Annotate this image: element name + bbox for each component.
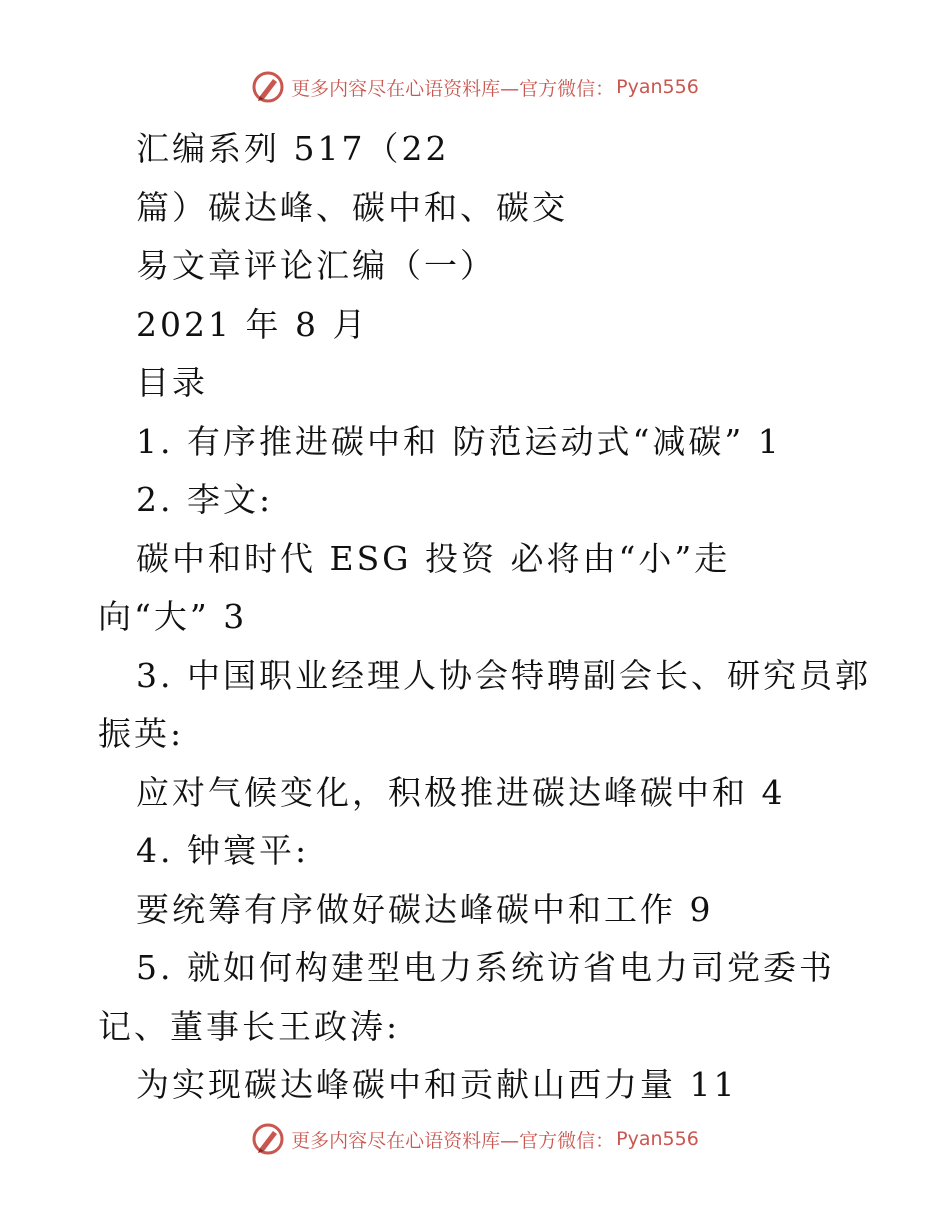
pen-logo-icon — [251, 70, 285, 104]
toc-item-2-title-cont: 向“大” 3 — [98, 597, 248, 636]
toc-item-3-author-cont: 振英: — [98, 714, 185, 753]
toc-item-2-title: 碳中和时代 ESG 投资 必将由“小”走 — [136, 538, 731, 578]
document-body — [98, 120, 871, 1115]
toc-heading: 目录 — [136, 363, 208, 402]
toc-item-4-title: 要统筹有序做好碳达峰碳中和工作 9 — [136, 889, 714, 929]
title-line-2: 篇）碳达峰、碳中和、碳交 — [136, 187, 568, 227]
toc-item-4-author: 4. 钟寰平: — [136, 831, 310, 870]
watermark-id: Pyan556 — [616, 76, 699, 98]
toc-item-3-author: 3. 中国职业经理人协会特聘副会长、研究员郭 — [136, 655, 871, 695]
toc-item-1: 1. 有序推进碳中和 防范运动式“减碳” 1 — [136, 421, 782, 461]
title-line-1: 汇编系列 517（22 — [136, 129, 450, 168]
pen-logo-icon — [251, 1122, 285, 1156]
toc-item-2-author: 2. 李文: — [136, 480, 274, 519]
watermark-id: Pyan556 — [616, 1128, 699, 1150]
toc-item-3-title: 应对气候变化，积极推进碳达峰碳中和 4 — [136, 772, 786, 812]
title-line-3: 易文章评论汇编（一） — [136, 246, 496, 285]
toc-item-5-author-cont: 记、董事长王政涛: — [98, 1006, 401, 1046]
date-line: 2021 年 8 月 — [136, 304, 369, 344]
watermark-header — [0, 70, 950, 104]
toc-item-5-author: 5. 就如何构建型电力系统访省电力司党委书 — [136, 948, 835, 987]
watermark-text: 更多内容尽在心语资料库—官方微信： — [291, 1129, 615, 1152]
toc-item-5-title: 为实现碳达峰碳中和贡献山西力量 11 — [136, 1065, 738, 1104]
watermark-footer — [0, 1122, 950, 1156]
watermark-text: 更多内容尽在心语资料库—官方微信： — [291, 77, 615, 100]
